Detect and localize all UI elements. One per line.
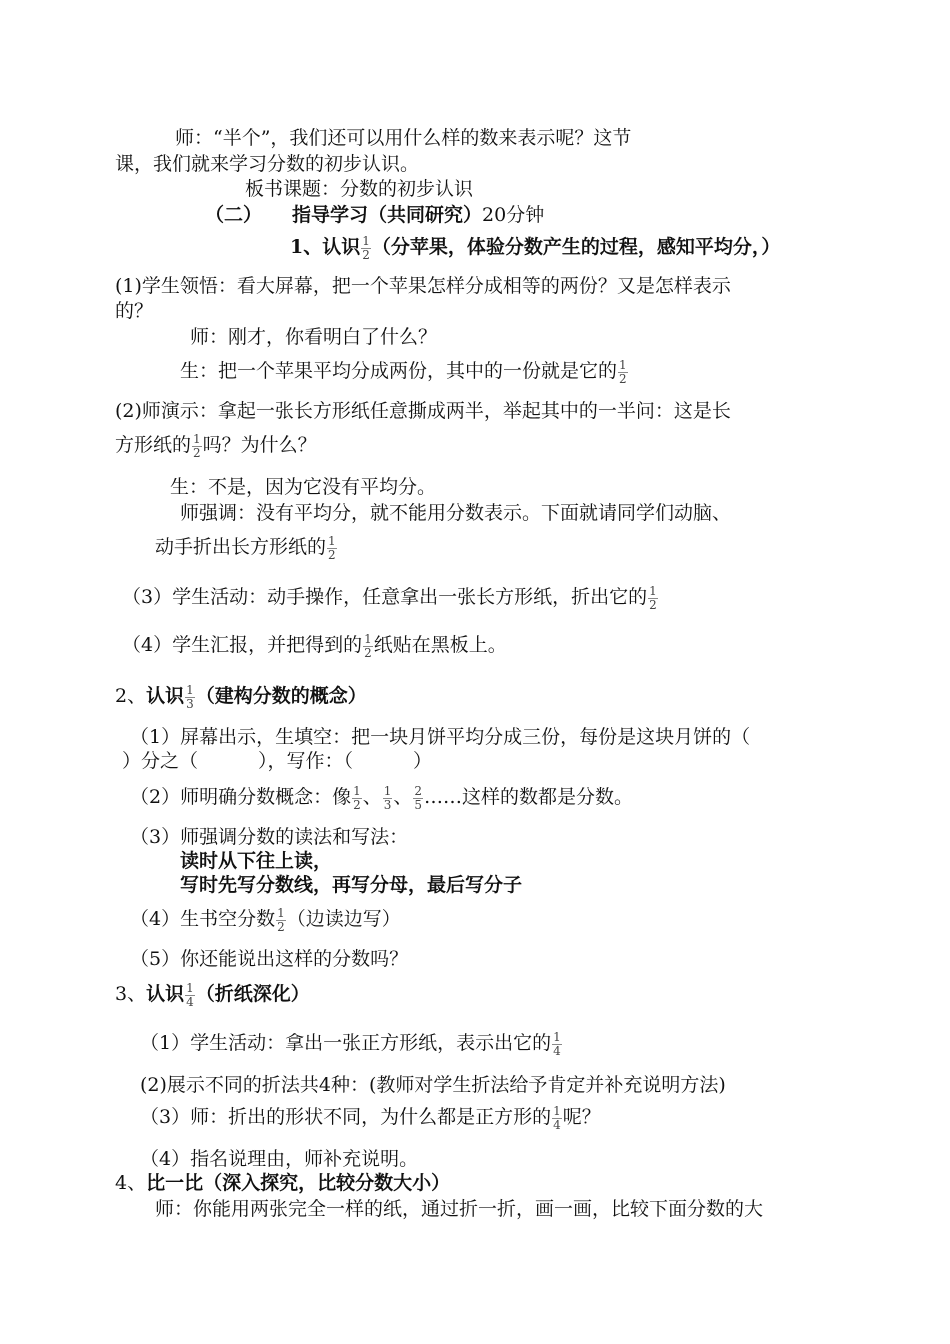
subsection-heading [115,981,310,1009]
text: 吗？为什么？ [202,434,317,456]
fraction: $\frac{1}{2}$ [353,783,361,812]
text: 1、认识 [290,236,361,258]
text: （4）指名说理由，师补充说明。 [140,1148,419,1170]
paragraph-line [115,298,153,324]
text: 师：“半个”，我们还可以用什么样的数来表示呢？这节 [175,127,632,149]
text: ），写作：（ [258,750,354,772]
fraction: $\frac{1}{2}$ [619,357,627,386]
text: 纸贴在黑板上。 [373,634,507,656]
paragraph-line [130,724,750,750]
board-title-line [245,176,473,202]
separator: 、 [393,786,413,808]
separator: 、 [362,786,382,808]
fraction: $\frac{1}{2}$ [193,431,201,460]
paragraph-line [140,1030,563,1058]
fraction: $\frac{1}{2}$ [649,583,657,612]
text: 生：不是，因为它没有平均分。 [170,476,437,498]
fraction: $\frac{1}{2}$ [277,905,285,934]
text: （5）你还能说出这样的分数吗？ [130,948,409,970]
text: （4）学生汇报，并把得到的 [122,634,363,656]
text: (2)师演示：拿起一张长方形纸任意撕成两半，举起其中的一半问：这是长 [115,400,731,422]
text: 4、 [115,1172,147,1194]
emphasis-line [180,872,522,898]
text: 读时从下往上读， [180,850,333,872]
fraction: $\frac{1}{4}$ [186,980,194,1009]
fraction: $\frac{1}{4}$ [553,1103,561,1132]
text: （分苹果，体验分数产生的过程，感知平均分，） [371,236,781,258]
text: （3）学生活动：动手操作，任意拿出一张长方形纸，折出它的 [122,586,648,608]
section-duration: 20分钟 [482,204,545,226]
section-number: （二） [205,204,263,226]
paragraph-line [170,474,436,500]
subsection-heading [290,234,780,262]
paragraph-line [130,784,633,812]
emphasis-line [180,848,332,874]
paragraph-line [130,824,408,850]
text: 2、 [115,685,147,707]
text: 板书课题：分数的初步认识 [245,178,474,200]
text: ）分之（ [122,750,199,772]
text: 3、 [115,983,147,1005]
paragraph-line [122,748,432,774]
text: ……这样的数都是分数。 [424,786,634,808]
fraction: $\frac{1}{2}$ [362,233,370,262]
fraction: $\frac{1}{2}$ [328,533,336,562]
text: （1）屏幕出示，生填空：把一块月饼平均分成三份，每份是这块月饼的（ [130,726,751,748]
text: 生：把一个苹果平均分成两份，其中的一份就是它的 [180,360,618,382]
text: （建构分数的概念） [195,685,367,707]
paragraph-line [155,1196,763,1222]
subsection-heading [115,683,367,711]
paragraph-line [115,398,731,424]
text: 师：刚才，你看明白了什么？ [190,326,438,348]
paragraph-line [115,432,317,460]
text: 动手折出长方形纸的 [155,536,327,558]
text: 师强调：没有平均分，就不能用分数表示。下面就请同学们动脑、 [180,502,732,524]
text: (2)展示不同的折法共4种：(教师对学生折法给予肯定并补充说明方法) [140,1074,726,1096]
fraction: $\frac{2}{5}$ [414,783,423,812]
text: （4）生书空分数 [130,908,276,930]
fraction: $\frac{1}{3}$ [383,783,392,812]
paragraph-line [180,358,629,386]
text: 方形纸的 [115,434,192,456]
text: 呢？ [562,1106,601,1128]
text: （1）学生活动：拿出一张正方形纸，表示出它的 [140,1032,552,1054]
text: ） [413,750,433,772]
fraction: $\frac{1}{4}$ [553,1029,561,1058]
text: （2）师明确分数概念：像 [130,786,352,808]
text: 写时先写分数线，再写分母，最后写分子 [180,874,523,896]
paragraph-line [180,500,731,526]
text: （3）师：折出的形状不同，为什么都是正方形的 [140,1106,552,1128]
paragraph-line [122,632,507,660]
fraction: $\frac{1}{3}$ [186,682,194,711]
paragraph-line [115,273,731,299]
section-heading [205,202,544,228]
text: 师：你能用两张完全一样的纸，通过折一折，画一画，比较下面分数的大 [155,1198,764,1220]
text: 认识 [146,983,185,1005]
paragraph-line [130,946,408,972]
paragraph-line [175,125,631,151]
paragraph-line [140,1104,601,1132]
paragraph-line [190,324,437,350]
text: 课，我们就来学习分数的初步认识。 [115,153,420,175]
fraction: $\frac{1}{2}$ [364,631,372,660]
subsection-heading [115,1170,450,1196]
text: (1)学生领悟：看大屏幕，把一个苹果怎样分成相等的两份？又是怎样表示 [115,275,731,297]
text: （边读边写） [286,908,401,930]
paragraph-line [140,1146,418,1172]
section-title: 指导学习（共同研究） [292,204,483,226]
text: 的？ [115,300,154,322]
paragraph-line [155,534,338,562]
paragraph-line [130,906,401,934]
paragraph-line [140,1072,726,1098]
text: 比一比（深入探究，比较分数大小） [146,1172,451,1194]
text: 认识 [146,685,185,707]
paragraph-line [115,151,419,177]
text: （折纸深化） [195,983,310,1005]
paragraph-line [122,584,659,612]
text: （3）师强调分数的读法和写法： [130,826,409,848]
